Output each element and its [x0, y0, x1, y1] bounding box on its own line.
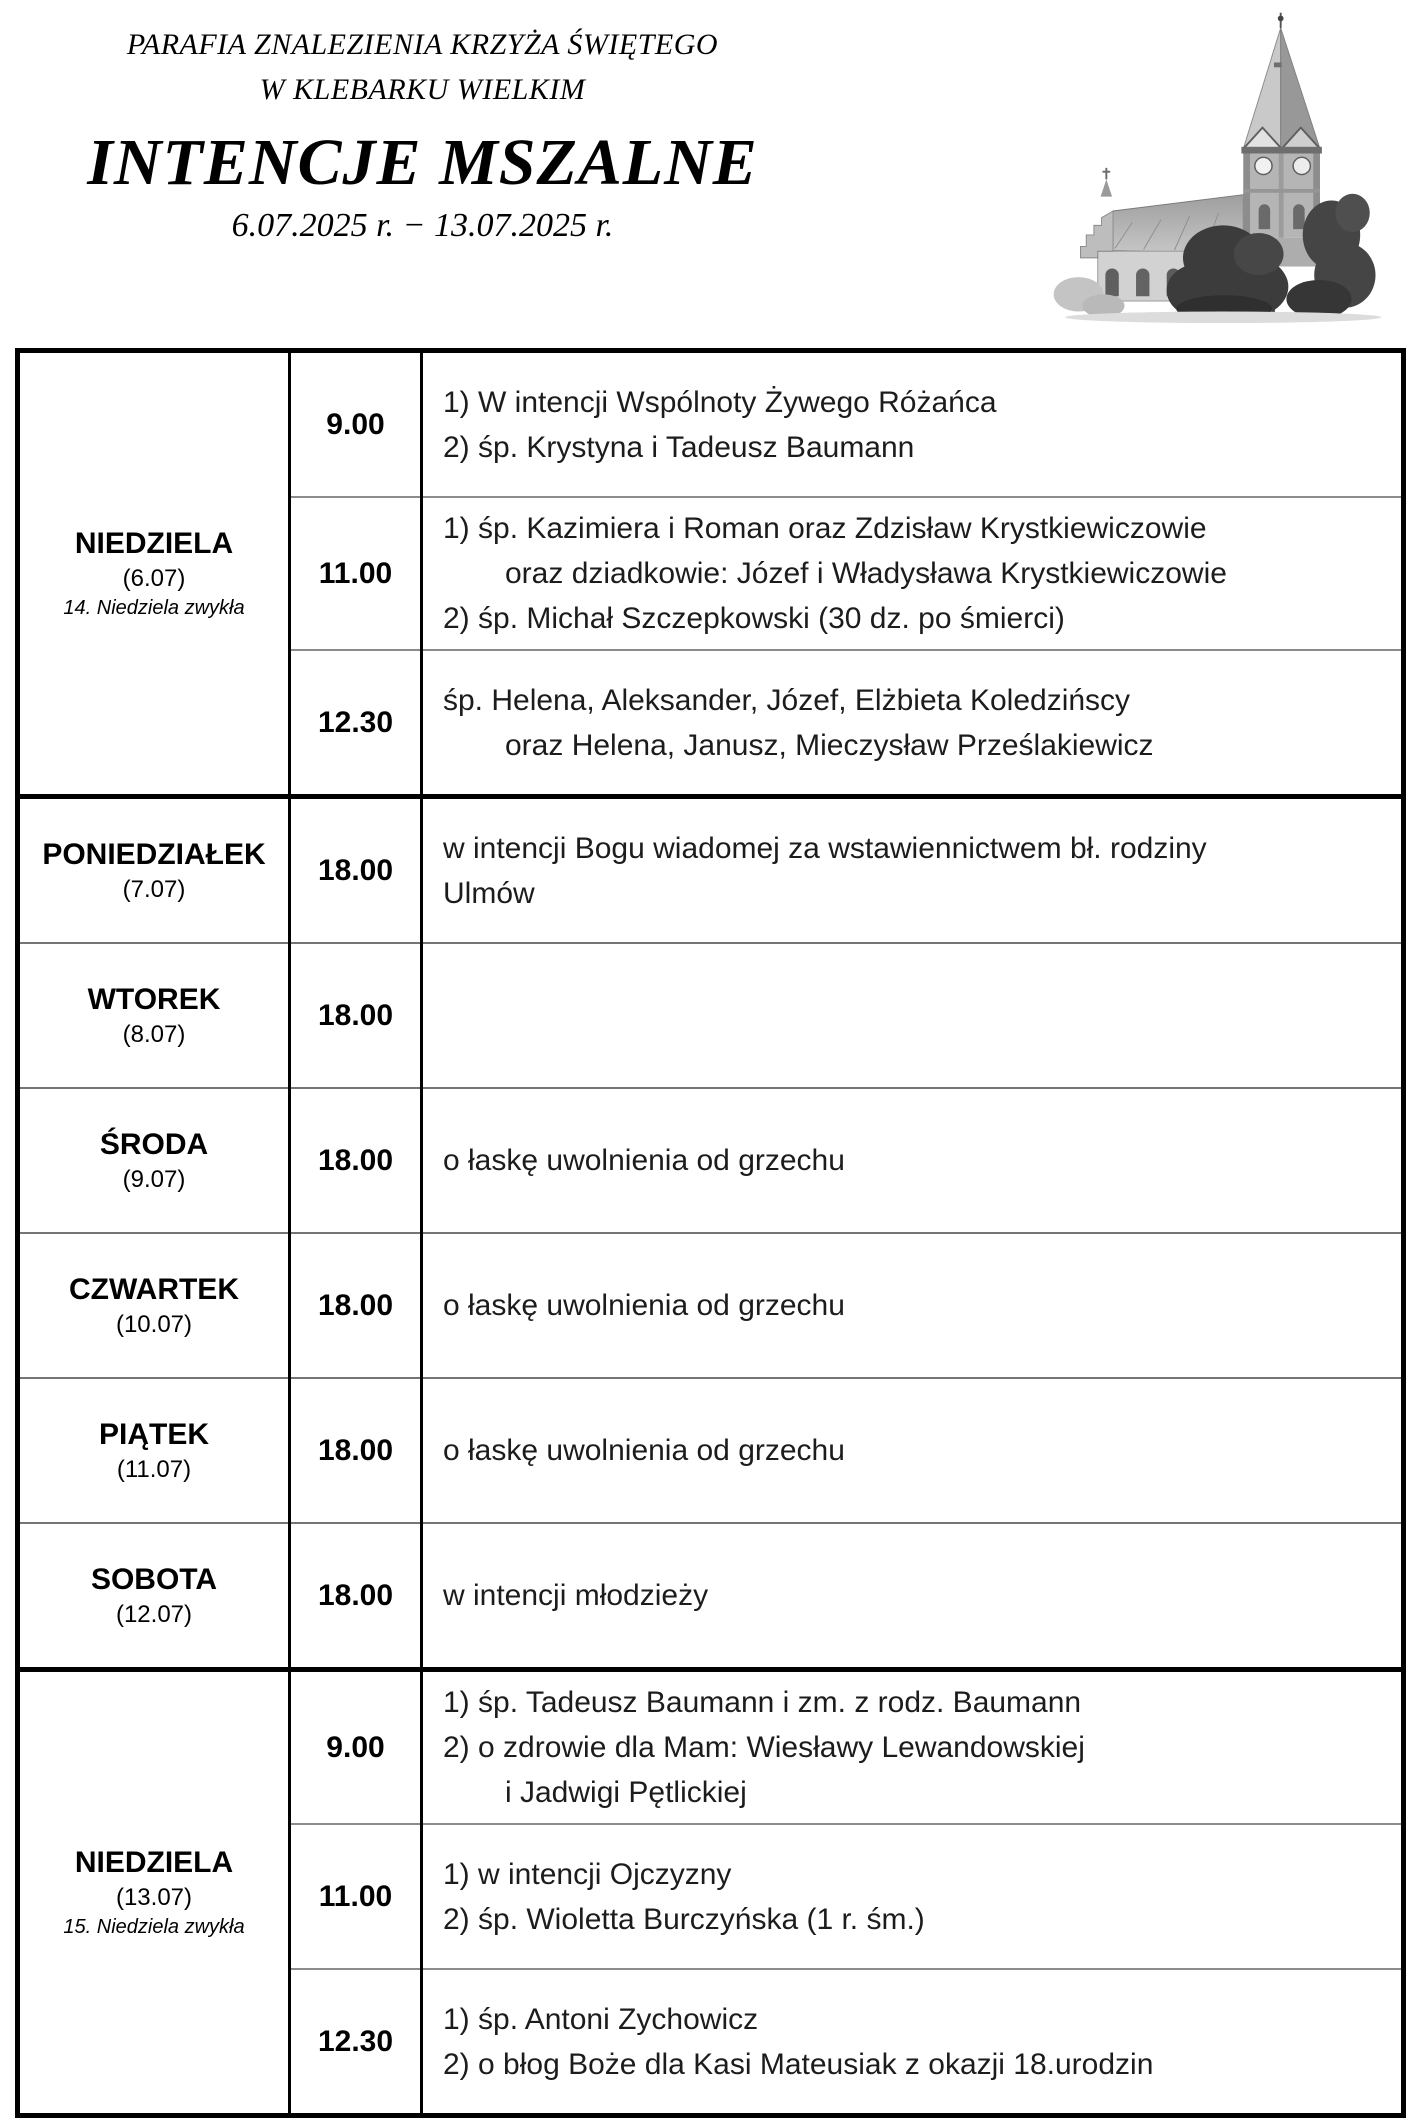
intention-line: 2) śp. Wioletta Burczyńska (1 r. śm.)	[443, 1902, 925, 1936]
intention-line: w intencji Bogu wiadomej za wstawiennictwem bł. rodziny	[443, 831, 1207, 865]
mass-intention	[422, 943, 1404, 1088]
day-name-label: WTOREK	[87, 982, 221, 1016]
parish-name-line1: PARAFIA ZNALEZIENIA KRZYŻA ŚWIĘTEGO	[126, 28, 719, 61]
table-row	[18, 1378, 1404, 1523]
mass-time: 18.00	[290, 1378, 422, 1523]
day-name-label: PIĄTEK	[98, 1417, 209, 1451]
intention-line: 2) o zdrowie dla Mam: Wiesławy Lewandowskiej	[443, 1731, 1085, 1764]
day-date-label: (10.07)	[115, 1310, 193, 1338]
day-name-label: ŚRODA	[99, 1127, 209, 1161]
day-cell	[18, 1670, 290, 2116]
mass-intention	[422, 1670, 1404, 1825]
intention-line: 1) W intencji Wspólnoty Żywego Różańca	[443, 385, 997, 419]
day-date-label: (6.07)	[122, 565, 186, 592]
day-date-label: (8.07)	[122, 1020, 186, 1048]
mass-time: 18.00	[290, 1523, 422, 1670]
intention-line: 1) śp. Kazimiera i Roman oraz Zdzisław Krystkiewiczowie	[443, 512, 1207, 545]
intention-line: 1) w intencji Ojczyzny	[443, 1857, 732, 1891]
day-name-label: NIEDZIELA	[74, 1846, 234, 1879]
intention-line: 1) śp. Tadeusz Baumann i zm. z rodz. Baumann	[443, 1686, 1082, 1719]
mass-intention	[422, 1088, 1404, 1233]
intention-line: o łaskę uwolnienia od grzechu	[443, 1434, 845, 1467]
day-name-label: CZWARTEK	[69, 1272, 239, 1306]
intention-line: o łaskę uwolnienia od grzechu	[443, 1289, 845, 1322]
table-row	[18, 1523, 1404, 1670]
mass-intention	[422, 797, 1404, 944]
mass-time: 9.00	[290, 351, 422, 498]
table-row	[18, 1670, 1404, 1825]
day-name-label: PONIEDZIAŁEK	[42, 837, 266, 871]
mass-time: 18.00	[290, 943, 422, 1088]
header-text-block	[0, 22, 845, 248]
intention-line: w intencji młodzieży	[443, 1579, 709, 1612]
intention-line: 1) śp. Antoni Zychowicz	[443, 2002, 759, 2036]
mass-intention	[422, 351, 1404, 498]
day-date-label: (12.07)	[115, 1600, 193, 1628]
day-date-label: (9.07)	[122, 1165, 186, 1193]
day-name-label: SOBOTA	[90, 1562, 218, 1596]
mass-time: 18.00	[290, 1233, 422, 1378]
intention-line: oraz dziadkowie: Józef i Władysława Krystkiewiczowie	[505, 557, 1227, 590]
mass-time: 11.00	[290, 1824, 422, 1969]
day-cell	[18, 1523, 290, 1670]
mass-intention	[422, 1824, 1404, 1969]
mass-intention	[422, 1233, 1404, 1378]
day-subtitle-label: 14. Niedziela zwykła	[63, 597, 245, 619]
page-header	[0, 0, 1420, 348]
mass-time: 18.00	[290, 1088, 422, 1233]
mass-time: 9.00	[290, 1670, 422, 1825]
parish-name-line2: W KLEBARKU WIELKIM	[259, 73, 586, 106]
mass-time: 18.00	[290, 797, 422, 944]
church-photo-image	[1046, 0, 1410, 330]
mass-intention	[422, 1523, 1404, 1670]
mass-intention	[422, 1969, 1404, 2116]
day-cell	[18, 797, 290, 944]
intention-line: i Jadwigi Pętlickiej	[505, 1776, 747, 1809]
page-title: INTENCJE MSZALNE	[87, 126, 758, 199]
day-cell	[18, 943, 290, 1088]
day-subtitle-label: 15. Niedziela zwykła	[63, 1916, 245, 1938]
day-date-label: (7.07)	[122, 875, 186, 903]
mass-intention	[422, 650, 1404, 797]
table-row	[18, 1088, 1404, 1233]
day-cell	[18, 1088, 290, 1233]
date-range: 6.07.2025 r. − 13.07.2025 r.	[231, 207, 614, 244]
intention-line: 2) śp. Krystyna i Tadeusz Baumann	[443, 430, 915, 464]
mass-intention	[422, 497, 1404, 650]
mass-intentions-table	[15, 348, 1406, 2118]
table-row	[18, 351, 1404, 498]
day-cell	[18, 351, 290, 797]
mass-time: 12.30	[290, 650, 422, 797]
mass-time: 11.00	[290, 497, 422, 650]
day-cell	[18, 1378, 290, 1523]
intention-line: śp. Helena, Aleksander, Józef, Elżbieta Koledzińscy	[443, 683, 1131, 717]
mass-time: 12.30	[290, 1969, 422, 2116]
mass-intention	[422, 1378, 1404, 1523]
day-name-label: NIEDZIELA	[74, 527, 234, 560]
intention-line: o łaskę uwolnienia od grzechu	[443, 1144, 845, 1177]
day-date-label: (11.07)	[116, 1455, 192, 1483]
intention-line: oraz Helena, Janusz, Mieczysław Prześlakiewicz	[505, 728, 1154, 762]
day-cell	[18, 1233, 290, 1378]
schedule-body	[18, 351, 1404, 2116]
day-date-label: (13.07)	[115, 1884, 193, 1911]
intention-line: 2) o błog Boże dla Kasi Mateusiak z okazji 18.urodzin	[443, 2047, 1154, 2081]
intention-line: Ulmów	[443, 876, 535, 910]
table-row	[18, 943, 1404, 1088]
intention-line: 2) śp. Michał Szczepkowski (30 dz. po śmierci)	[443, 602, 1065, 635]
table-row	[18, 1233, 1404, 1378]
table-row	[18, 797, 1404, 944]
